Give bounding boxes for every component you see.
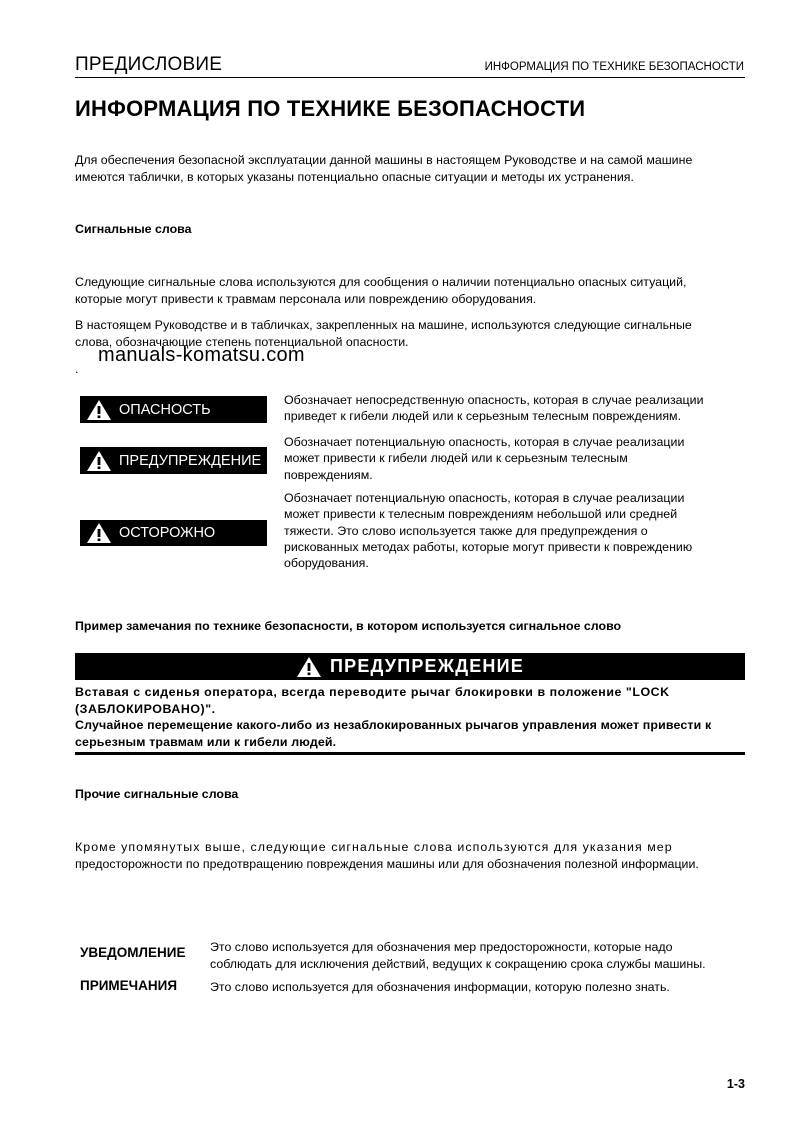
example-warning-text [75, 684, 745, 750]
example-warning-banner [75, 653, 745, 680]
warning-triangle-icon [86, 450, 112, 472]
paragraph-line: Кроме упомянутых выше, следующие сигнальные слова используются для указания мер [75, 840, 673, 854]
description-line: Обозначает потенциальную опасность, которая в случае реализации [284, 491, 685, 505]
danger-badge-label: ОПАСНОСТЬ [119, 401, 211, 418]
other-paragraph [75, 839, 745, 872]
description-line: Обозначает потенциальную опасность, которая в случае реализации [284, 435, 685, 449]
description-line: рискованных методах работы, которые могут привести к повреждению [284, 539, 693, 554]
example-banner-label: ПРЕДУПРЕЖДЕНИЕ [330, 656, 524, 676]
description-line: соблюдать для исключения действий, ведущих к сокращению срока службы машины. [210, 956, 706, 971]
description-line: оборудования. [284, 556, 369, 571]
caution-badge-label: ОСТОРОЖНО [119, 525, 216, 541]
description-line: может привести к телесным повреждениям небольшой или средней [284, 507, 678, 522]
description-line: Это слово используется для обозначения мер предосторожности, которые надо [210, 940, 673, 954]
signal-words-heading: Сигнальные слова [75, 222, 192, 236]
notice-term: УВЕДОМЛЕНИЕ [80, 945, 186, 960]
header-divider [75, 77, 745, 78]
watermark: manuals-komatsu.com [98, 344, 305, 366]
page-number: 1-3 [726, 1077, 745, 1091]
page-title: ИНФОРМАЦИЯ ПО ТЕХНИКЕ БЕЗОПАСНОСТИ [75, 96, 586, 121]
intro-line: имеются таблички, в которых указаны потенциально опасные ситуации и методы их устранения. [75, 169, 634, 184]
signal-words-paragraph-1 [75, 274, 686, 307]
danger-description [284, 392, 746, 425]
warning-triangle-icon [86, 399, 112, 421]
paragraph-line: В настоящем Руководстве и в табличках, закрепленных на машине, используются следующие сигнальные [75, 318, 692, 332]
paragraph-line: предосторожности по предотвращению повреждения машины или для обозначения полезной информации. [75, 856, 699, 871]
warning-badge [80, 447, 267, 474]
warning-text-line: Вставая с сиденья оператора, всегда переводите рычаг блокировки в положение "LOCK [75, 685, 670, 699]
description-line: тяжести. Это слово используется также для предупреждения о [284, 523, 648, 538]
warning-description [284, 434, 746, 483]
paragraph-line: Следующие сигнальные слова используются для сообщения о наличии потенциально опасных ситуаций, [75, 275, 687, 289]
note-description [210, 979, 750, 996]
caution-badge [80, 520, 267, 546]
warning-triangle-icon [86, 522, 112, 544]
description-line: повреждениям. [284, 467, 373, 482]
description-line: может привести к гибели людей или к серьезным телесным [284, 451, 628, 466]
warning-text-line: серьезным травмам или к гибели людей. [75, 734, 337, 749]
warning-text-line: (ЗАБЛОКИРОВАНО)". [75, 701, 216, 716]
caution-description [284, 490, 746, 571]
notice-description [210, 939, 750, 972]
description-line: Обозначает непосредственную опасность, которая в случае реализации [284, 393, 704, 407]
paragraph-line: слова, обозначающие степень потенциальной опасности. [75, 334, 409, 349]
warning-text-line: Случайное перемещение какого-либо из незаблокированных рычагов управления может привести к [75, 718, 712, 732]
example-heading: Пример замечания по технике безопасности, в котором используется сигнальное слово [75, 619, 622, 633]
warning-badge-label: ПРЕДУПРЕЖДЕНИЕ [119, 452, 262, 469]
danger-badge [80, 396, 267, 423]
header-section: ПРЕДИСЛОВИЕ [75, 54, 223, 75]
note-term: ПРИМЕЧАНИЯ [80, 978, 178, 993]
description-line: Это слово используется для обозначения информации, которую полезно знать. [210, 980, 670, 994]
description-line: приведет к гибели людей или к серьезным телесным повреждениям. [284, 409, 682, 424]
intro-line: Для обеспечения безопасной эксплуатации данной машины в настоящем Руководстве и на самой машине [75, 153, 693, 167]
intro-paragraph [75, 152, 692, 185]
stray-dot: . [75, 362, 79, 376]
header-chapter: ИНФОРМАЦИЯ ПО ТЕХНИКЕ БЕЗОПАСНОСТИ [484, 61, 744, 73]
other-heading: Прочие сигнальные слова [75, 787, 239, 801]
paragraph-line: которые могут привести к травмам персонала или повреждению оборудования. [75, 291, 537, 306]
warning-triangle-icon [296, 656, 322, 678]
example-bottom-rule [75, 752, 745, 755]
